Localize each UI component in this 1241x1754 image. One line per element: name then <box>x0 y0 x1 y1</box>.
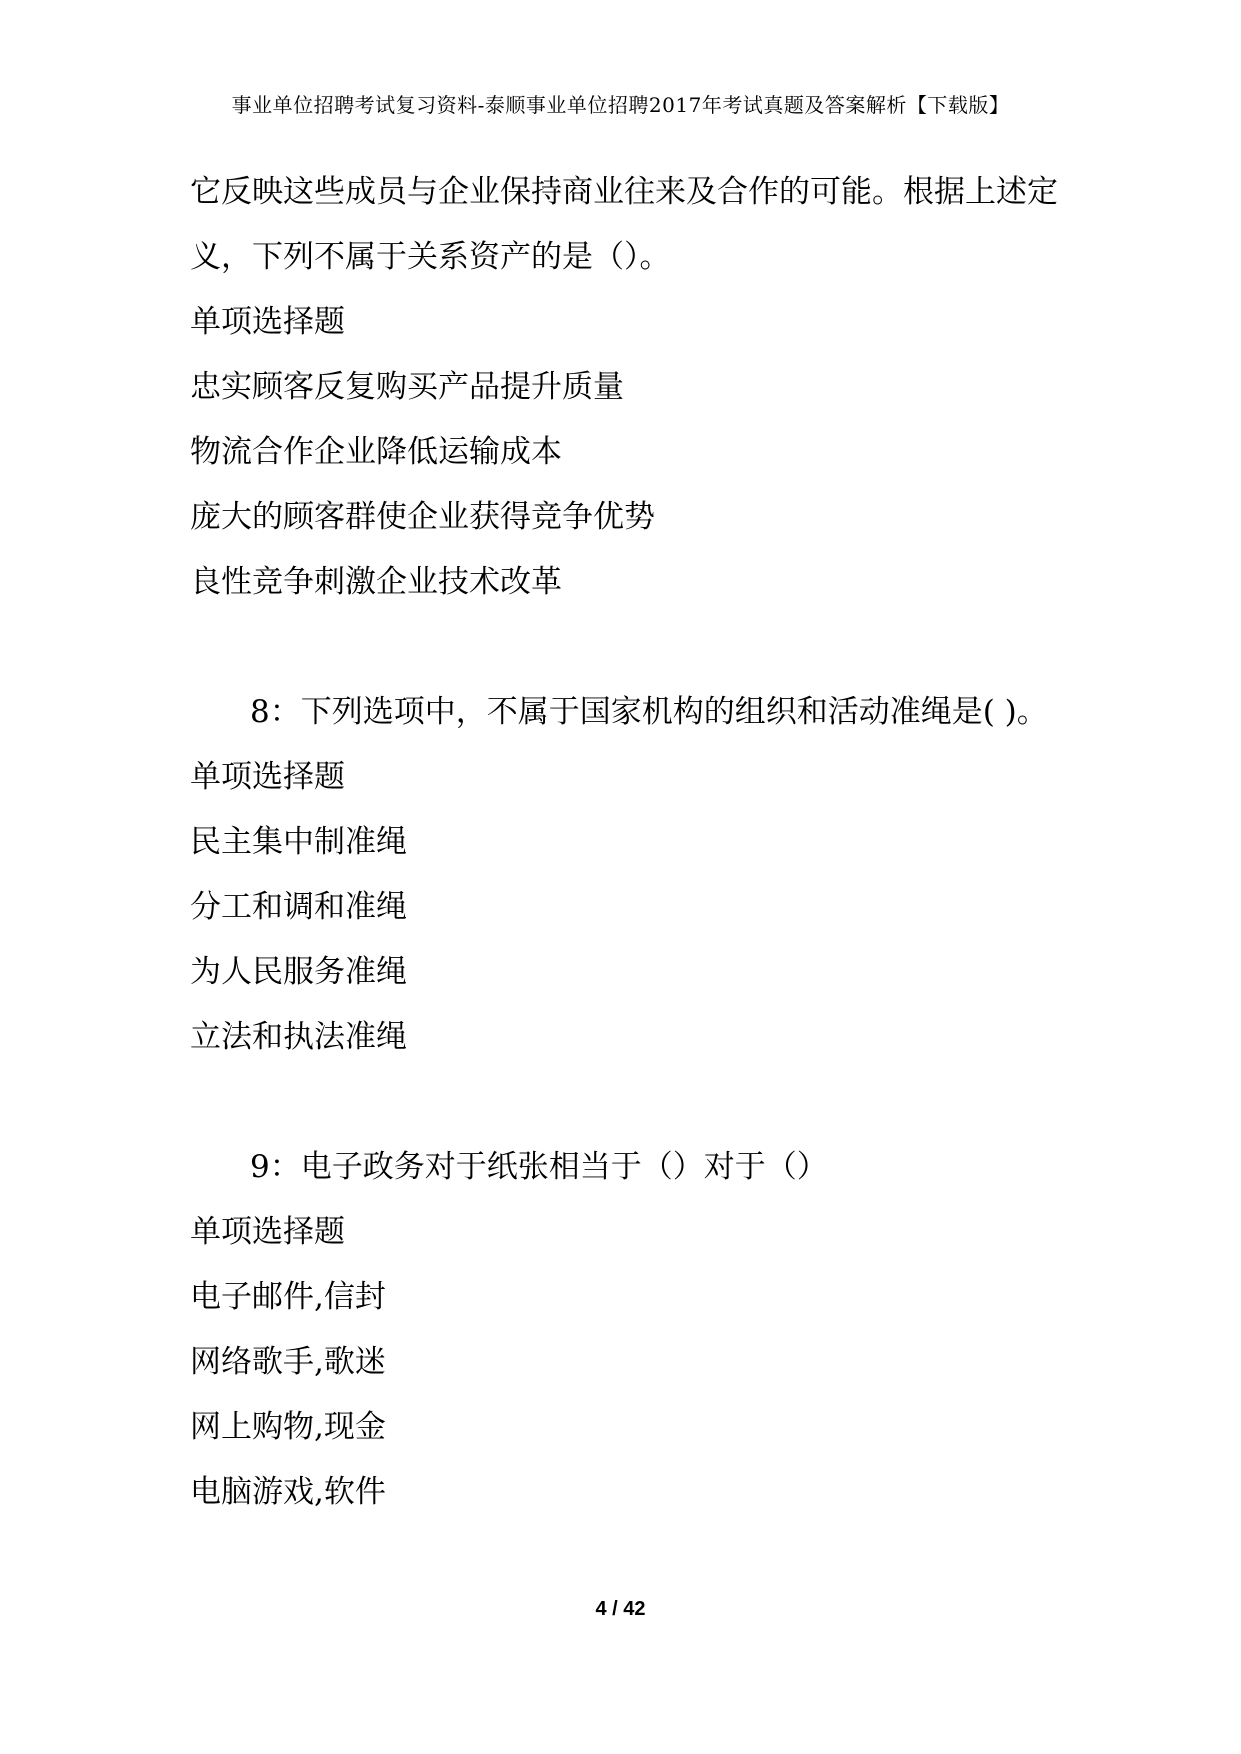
question-8 <box>190 680 1070 1070</box>
answer-option: 电脑游戏,软件 <box>190 1474 386 1510</box>
question-stem-line: 它反映这些成员与企业保持商业往来及合作的可能。根据上述定 <box>190 174 1058 210</box>
answer-option: 分工和调和准绳 <box>190 889 407 925</box>
question-stem: 9：电子政务对于纸张相当于（）对于（） <box>250 1149 828 1185</box>
answer-option: 民主集中制准绳 <box>190 824 407 860</box>
answer-option: 庞大的顾客群使企业获得竞争优势 <box>190 499 655 535</box>
question-stem: 8：下列选项中，不属于国家机构的组织和活动准绳是( )。 <box>250 694 1048 730</box>
answer-option: 立法和执法准绳 <box>190 1019 407 1055</box>
question-type-label: 单项选择题 <box>190 759 345 795</box>
question-type-label: 单项选择题 <box>190 304 345 340</box>
question-stem-line: 义，下列不属于关系资产的是（）。 <box>190 239 671 275</box>
answer-option: 为人民服务准绳 <box>190 954 407 990</box>
question-type-label: 单项选择题 <box>190 1214 345 1250</box>
document-body <box>190 160 1070 1525</box>
spacer <box>190 615 1070 680</box>
answer-option: 网上购物,现金 <box>190 1409 386 1445</box>
answer-option: 网络歌手,歌迷 <box>190 1344 386 1380</box>
page-header: 事业单位招聘考试复习资料-泰顺事业单位招聘2017年考试真题及答案解析【下载版】 <box>231 93 1010 117</box>
answer-option: 物流合作企业降低运输成本 <box>190 434 562 470</box>
answer-option: 忠实顾客反复购买产品提升质量 <box>190 369 624 405</box>
question-9 <box>190 1135 1070 1525</box>
question-7-continuation <box>190 160 1070 615</box>
spacer <box>190 1070 1070 1135</box>
answer-option: 良性竞争刺激企业技术改革 <box>190 564 562 600</box>
page-number: 4 / 42 <box>595 1598 646 1620</box>
answer-option: 电子邮件,信封 <box>190 1279 386 1315</box>
